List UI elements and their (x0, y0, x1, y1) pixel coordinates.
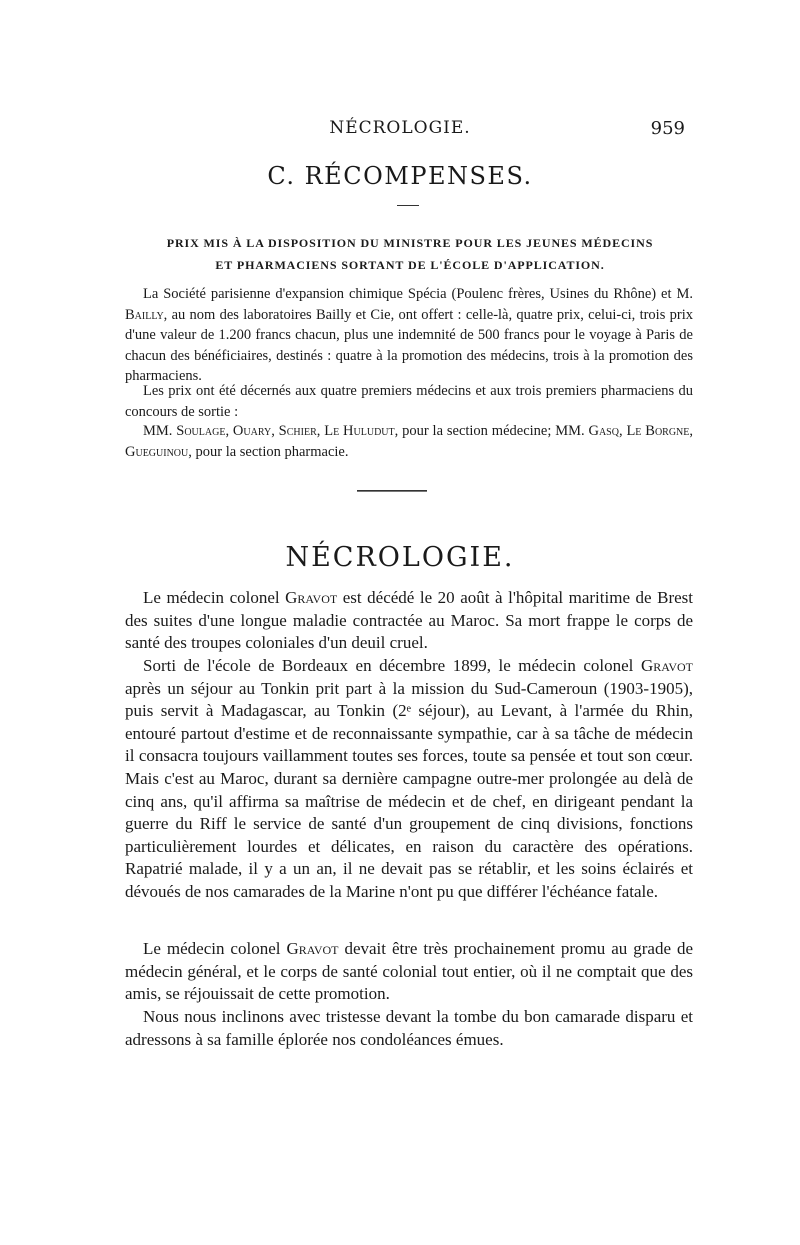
text-run: , (271, 423, 279, 439)
section-divider (357, 490, 427, 492)
running-head-title: NÉCROLOGIE. (329, 118, 471, 138)
text-run: devait être très prochainement promu au grade de médecin général, et le corps de santé colonial tout entier, où il ne comptait que des amis, se réjouissait de cette promotion. (125, 939, 693, 1004)
rewards-paragraph-2: Les prix ont été décernés aux quatre premiers médecins et aux trois premiers pharmaciens du concours de sortie : (125, 383, 693, 420)
text-run: Le médecin colonel (143, 939, 287, 958)
person-name: Schier (278, 423, 317, 439)
text-run: La Société parisienne d'expansion chimique Spécia (Poulenc frères, Usines du Rhône) et M. (143, 286, 693, 302)
person-name: Soulage (176, 423, 226, 439)
person-name: Le Borgne (626, 423, 690, 439)
person-name: Ouary (232, 423, 272, 439)
text-run: MM. (143, 423, 177, 439)
text-run: , (225, 423, 233, 439)
text-run: , au nom des laboratoires Bailly et Cie, ont offert : celle-là, quatre prix, celui-ci, trois prix d'une valeur de 1.200 francs chacun, plus une indemnité de 500 francs pour le voyage à Paris de chacun des bénéficiaires, destinés : quatre à la promotion des médecins, trois à la promotion des pharmaciens. (125, 306, 693, 384)
person-name: Gravot (640, 656, 693, 675)
text-run: , (618, 423, 627, 439)
running-head (0, 118, 800, 140)
person-name: Gueguinou (125, 443, 189, 460)
obituary-heading: NÉCROLOGIE. (285, 542, 515, 573)
obituary-paragraph-1 (125, 587, 693, 655)
prize-heading-line-1: PRIX MIS À LA DISPOSITION DU MINISTRE POUR LES JEUNES MÉDECINS (166, 236, 654, 250)
text-run: , pour la section médecine; MM. (394, 423, 589, 439)
obituary-paragraph-3 (125, 938, 693, 1006)
prize-heading (120, 232, 700, 276)
person-name: Le Huludut (324, 423, 395, 439)
prize-heading-line-2: ET PHARMACIENS SORTANT DE L'ÉCOLE D'APPLICATION. (215, 258, 605, 272)
person-name: Gravot (286, 939, 339, 958)
obituary-paragraph-2 (125, 655, 693, 904)
rewards-paragraph-1 (125, 284, 693, 387)
obituary-paragraph-4: Nous nous inclinons avec tristesse devant la tombe du bon camarade disparu et adressons à sa famille éplorée nos condoléances émues. (125, 1007, 693, 1049)
short-divider (397, 205, 419, 206)
text-run: après un séjour au Tonkin prit part à la mission du Sud-Cameroun (1903-1905), puis servit à Madagascar, au Tonkin (2ᵉ séjour), au Levant, à l'armée du Rhin, entouré partout d'estime et de reconnaissante sympathie, car à sa tâche de médecin il consacra toujours vaillamment toutes ses forces, toute sa pensée et tout son cœur. Mais c'est au Maroc, durant sa dernière campagne outre-mer prolongée au delà de cinq ans, qu'il affirma sa maîtrise de médecin et de chef, en dirigeant pendant la guerre du Riff le service de santé d'un groupement de cinq divisions, fonctions particulièrement lourdes et délicates, en raison du caractère des opérations. Rapatrié malade, il y a un an, il ne devait pas se rétablir, et les soins éclairés et dévoués de nos camarades de la Marine n'ont pu que différer l'échéance fatale. (125, 678, 693, 901)
text-run: , (316, 423, 325, 439)
rewards-paragraph-3 (125, 421, 693, 462)
text-run: , (689, 423, 694, 439)
person-name: Gravot (285, 588, 338, 607)
person-name: Gasq (588, 423, 619, 439)
text-run: Le médecin colonel (143, 588, 286, 607)
text-run: , pour la section pharmacie. (188, 443, 349, 460)
text-run: est décédé le 20 août à l'hôpital maritime de Brest des suites d'une longue maladie contractée au Maroc. Sa mort frappe le corps de santé des troupes coloniales d'un deuil cruel. (125, 588, 693, 653)
person-name: Bailly (125, 306, 164, 323)
page-number: 959 (650, 118, 685, 139)
text-run: Sorti de l'école de Bordeaux en décembre 1899, le médecin colonel (143, 656, 641, 675)
section-heading: C. RÉCOMPENSES. (267, 162, 533, 190)
